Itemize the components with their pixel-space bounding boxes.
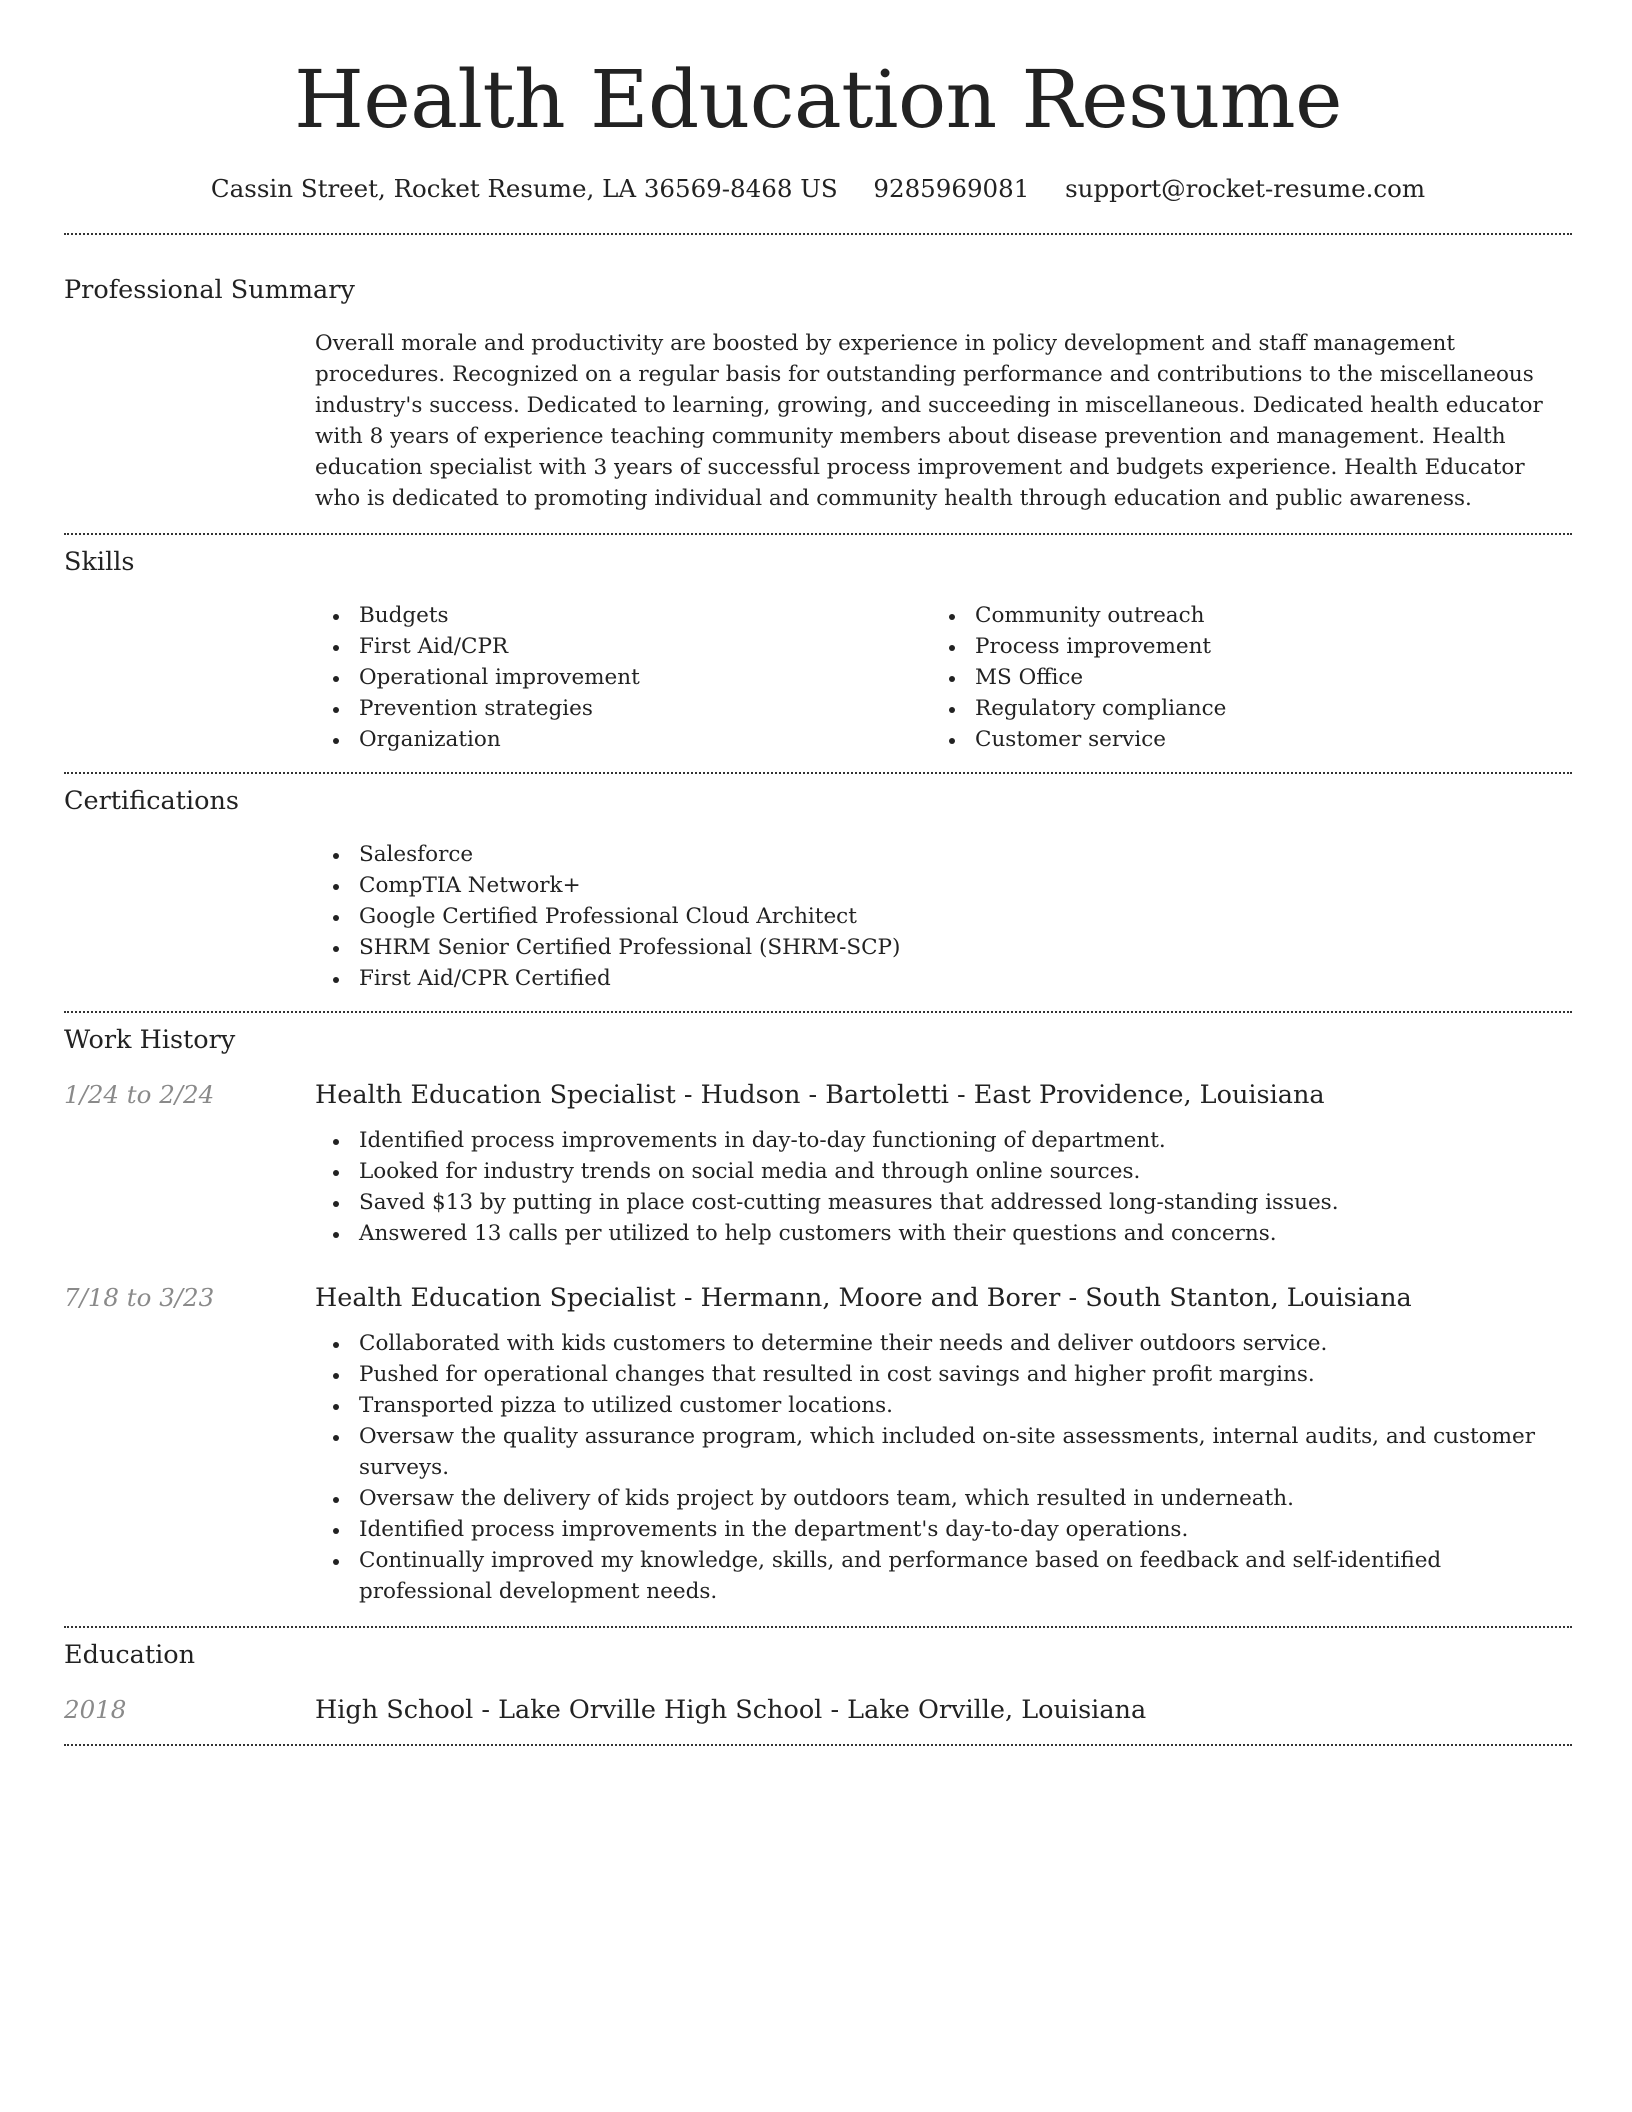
certifications-title: Certifications [64,786,239,816]
certifications-list [315,839,1572,994]
skills-list-left [315,600,931,755]
contact-address: Cassin Street, Rocket Resume, LA 36569-8468 US [210,174,838,203]
list-item: Organization [315,724,931,755]
list-item: SHRM Senior Certified Professional (SHRM-SCP) [315,932,1572,963]
resume-name: Health Education Resume [294,53,1342,146]
list-item: Budgets [315,600,931,631]
education-heading: High School - Lake Orville High School - Lake Orville, Louisiana [315,1695,1147,1725]
list-item: CompTIA Network+ [315,870,1572,901]
contact-line [64,172,1572,206]
summary-section [64,235,1572,514]
job-bullets [315,1328,1572,1607]
list-item: Transported pizza to utilized customer locations. [315,1390,1572,1421]
summary-title: Professional Summary [64,275,355,305]
list-item: Continually improved my knowledge, skills, and performance based on feedback and self-identified professional development needs. [315,1545,1572,1607]
job-entry [64,1078,1572,1249]
education-title: Education [64,1640,196,1670]
skills-title: Skills [64,547,135,577]
list-item: Google Certified Professional Cloud Architect [315,901,1572,932]
list-item: Collaborated with kids customers to determine their needs and deliver outdoors service. [315,1328,1572,1359]
list-item: Operational improvement [315,662,931,693]
contact-email: support@rocket-resume.com [1065,174,1426,203]
job-dates: 7/18 to 3/23 [64,1283,215,1312]
list-item: Pushed for operational changes that resulted in cost savings and higher profit margins. [315,1359,1572,1390]
list-item: First Aid/CPR Certified [315,963,1572,994]
contact-phone: 9285969081 [873,174,1030,203]
list-item: Looked for industry trends on social media and through online sources. [315,1156,1572,1187]
job-bullets [315,1125,1572,1249]
work-title: Work History [64,1025,236,1055]
skills-section [64,535,1572,755]
education-section [64,1628,1572,1727]
divider [64,1744,1572,1746]
list-item: Regulatory compliance [931,693,1547,724]
job-entry [64,1281,1572,1607]
work-section [64,1013,1572,1607]
certifications-section [64,774,1572,994]
skills-grid [315,600,1572,755]
job-dates: 1/24 to 2/24 [64,1080,215,1109]
list-item: Customer service [931,724,1547,755]
list-item: Process improvement [931,631,1547,662]
list-item: Prevention strategies [315,693,931,724]
list-item: Saved $13 by putting in place cost-cutting measures that addressed long-standing issues. [315,1187,1572,1218]
education-date: 2018 [64,1695,127,1724]
education-entry [64,1693,1572,1727]
list-item: Identified process improvements in the department's day-to-day operations. [315,1514,1572,1545]
skills-list-right [931,600,1547,755]
list-item: Community outreach [931,600,1547,631]
list-item: Identified process improvements in day-to-day functioning of department. [315,1125,1572,1156]
list-item: Oversaw the delivery of kids project by outdoors team, which resulted in underneath. [315,1483,1572,1514]
list-item: MS Office [931,662,1547,693]
list-item: Oversaw the quality assurance program, which included on-site assessments, internal audits, and customer surveys. [315,1421,1572,1483]
resume-page [64,0,1572,1746]
list-item: First Aid/CPR [315,631,931,662]
summary-text: Overall morale and productivity are boosted by experience in policy development and staff management procedures. Recognized on a regular basis for outstanding performance and contributions to the miscellaneous industry's success. Dedicated to learning, growing, and succeeding in miscellaneous. Dedicated health educator with 8 years of experience teaching community members about disease prevention and management. Health education specialist with 3 years of successful process improvement and budgets experience. Health Educator who is dedicated to promoting individual and community health through education and public awareness. [315,331,1543,511]
job-heading: Health Education Specialist - Hermann, Moore and Borer - South Stanton, Louisiana [315,1283,1412,1313]
list-item: Salesforce [315,839,1572,870]
job-heading: Health Education Specialist - Hudson - Bartoletti - East Providence, Louisiana [315,1080,1325,1110]
list-item: Answered 13 calls per utilized to help customers with their questions and concerns. [315,1218,1572,1249]
